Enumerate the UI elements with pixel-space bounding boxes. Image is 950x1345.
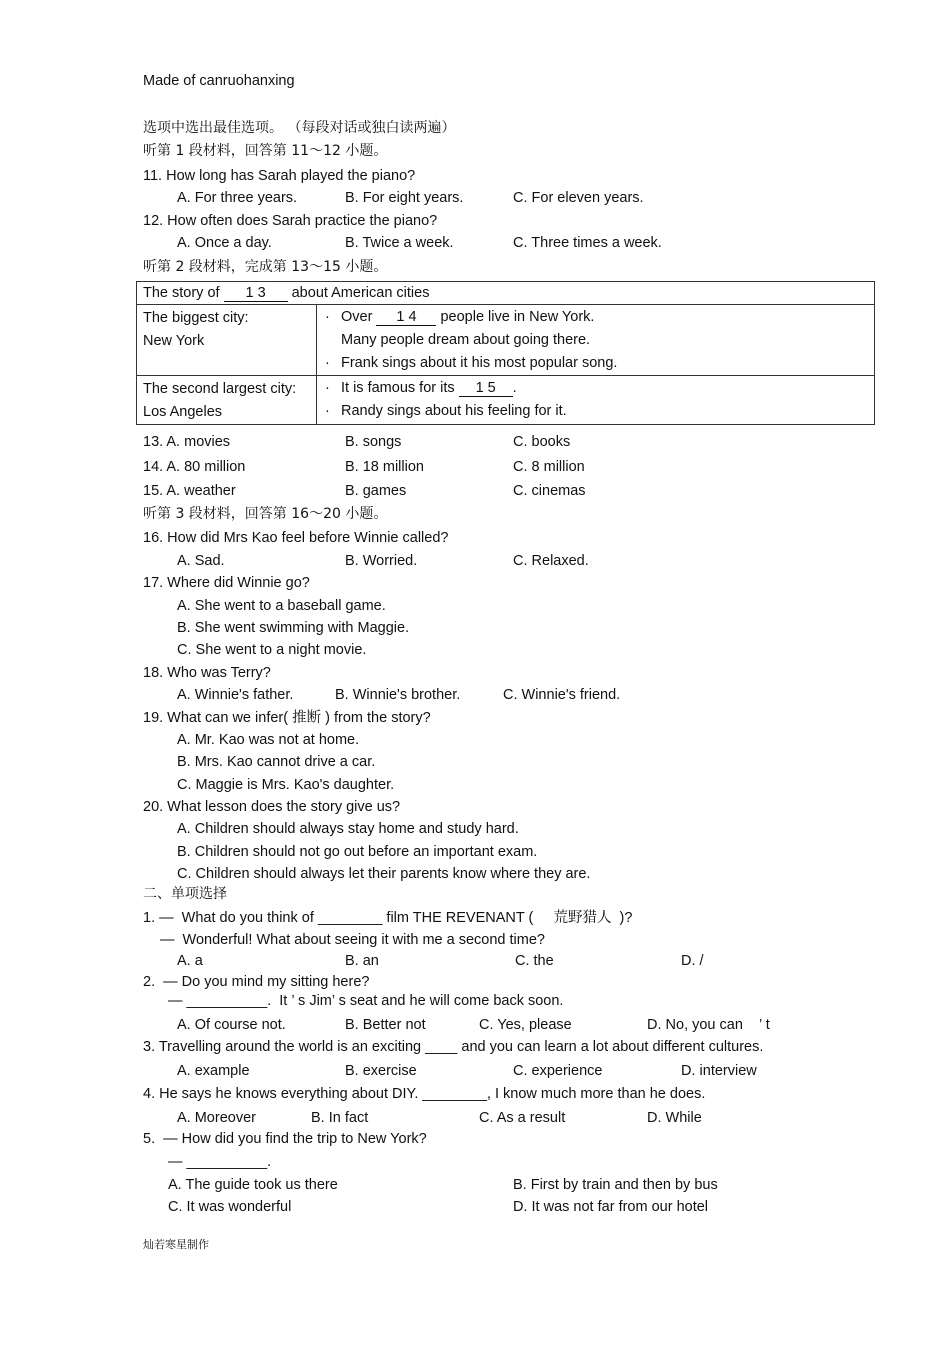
bullet: ·: [325, 380, 330, 396]
question-14-option-a: 14. A. 80 million: [143, 459, 246, 475]
row1-line1-before: Over: [341, 309, 377, 325]
question-19-stem: 19. What can we infer( 推断 ) from the story?: [143, 710, 431, 726]
question-12-stem: 12. How often does Sarah practice the piano?: [143, 213, 438, 229]
bullet: ·: [325, 355, 330, 371]
question-11-option-c: C. For eleven years.: [513, 190, 644, 206]
question-20-option-a: A. Children should always stay home and study hard.: [177, 821, 519, 837]
question-17-option-b: B. She went swimming with Maggie.: [177, 620, 410, 636]
mc-1-line2: — Wonderful! What about seeing it with me a second time?: [160, 932, 545, 948]
part3-intro: 听第 3 段材料，回答第 16～20 小题。: [143, 506, 388, 522]
mc-3-line1: 3. Travelling around the world is an exciting ____ and you can learn a lot about different cultures.: [143, 1039, 764, 1055]
section-instruction: 选项中选出最佳选项。 （每段对话或独白读两遍）: [143, 120, 456, 136]
row1-line2: Many people dream about going there.: [341, 332, 591, 348]
part2-intro: 听第 2 段材料，完成第 13～15 小题。: [143, 259, 388, 275]
bullet: ·: [325, 309, 330, 325]
question-20-option-c: C. Children should always let their parents know where they are.: [177, 866, 591, 882]
question-11-stem: 11. How long has Sarah played the piano?: [143, 168, 416, 184]
question-11-option-b: B. For eight years.: [345, 190, 464, 206]
question-16-stem: 16. How did Mrs Kao feel before Winnie called?: [143, 530, 449, 546]
mc-5-line1: 5. — How did you find the trip to New York?: [143, 1131, 427, 1147]
question-15-option-b: B. games: [345, 483, 407, 499]
section2-heading: 二、单项选择: [143, 886, 227, 902]
row1-line1-after: people live in New York.: [436, 309, 595, 325]
table-title-after: about American cities: [287, 285, 430, 301]
question-20-option-b: B. Children should not go out before an important exam.: [177, 844, 538, 860]
row2-line1-before: It is famous for its: [341, 380, 459, 396]
mc-4-option-b: B. In fact: [311, 1110, 369, 1126]
mc-2-option-a: A. Of course not.: [177, 1017, 286, 1033]
table-title-before: The story of: [143, 285, 224, 301]
question-19-option-b: B. Mrs. Kao cannot drive a car.: [177, 754, 376, 770]
question-17-option-a: A. She went to a baseball game.: [177, 598, 386, 614]
row2-line1-after: .: [512, 380, 517, 396]
row-biggest-city-details: [317, 305, 875, 376]
mc-4-option-a: A. Moreover: [177, 1110, 256, 1126]
row-second-city-details: [317, 376, 875, 425]
blank-13: 1 3: [224, 285, 288, 302]
question-17-stem: 17. Where did Winnie go?: [143, 575, 310, 591]
question-14-option-b: B. 18 million: [345, 459, 424, 475]
question-13-option-b: B. songs: [345, 434, 402, 450]
question-12-option-a: A. Once a day.: [177, 235, 272, 251]
page-header: Made of canruohanxing: [143, 73, 295, 89]
mc-5-option-b: B. First by train and then by bus: [513, 1177, 718, 1193]
row-second-city-label: [137, 376, 317, 425]
mc-4-line1: 4. He says he knows everything about DIY. ________, I know much more than he does.: [143, 1086, 706, 1102]
question-12-option-b: B. Twice a week.: [345, 235, 454, 251]
question-18-option-a: A. Winnie's father.: [177, 687, 294, 703]
page-footer: 灿若寒星制作: [143, 1238, 209, 1251]
question-15-option-c: C. cinemas: [513, 483, 586, 499]
question-18-option-b: B. Winnie's brother.: [335, 687, 461, 703]
mc-2-option-b: B. Better not: [345, 1017, 426, 1033]
biggest-city-label: The biggest city:: [143, 310, 249, 326]
mc-3-option-a: A. example: [177, 1063, 250, 1079]
question-13-option-a: 13. A. movies: [143, 434, 231, 450]
question-19-option-c: C. Maggie is Mrs. Kao's daughter.: [177, 777, 395, 793]
question-16-option-b: B. Worried.: [345, 553, 418, 569]
mc-5-option-c: C. It was wonderful: [168, 1199, 292, 1215]
row1-line3: Frank sings about it his most popular song.: [341, 355, 618, 371]
question-12-option-c: C. Three times a week.: [513, 235, 662, 251]
question-14-option-c: C. 8 million: [513, 459, 585, 475]
part1-intro: 听第 1 段材料，回答第 11～12 小题。: [143, 143, 388, 159]
table-title: [137, 282, 875, 305]
biggest-city-name: New York: [143, 333, 205, 349]
mc-2-option-c: C. Yes, please: [479, 1017, 572, 1033]
mc-3-option-c: C. experience: [513, 1063, 603, 1079]
mc-5-option-a: A. The guide took us there: [168, 1177, 338, 1193]
blank-14: 1 4: [376, 309, 436, 326]
bullet: ·: [325, 403, 330, 419]
question-13-option-c: C. books: [513, 434, 571, 450]
question-17-option-c: C. She went to a night movie.: [177, 642, 367, 658]
mc-3-option-b: B. exercise: [345, 1063, 417, 1079]
mc-2-line2: — __________. It ’ s Jim’ s seat and he will come back soon.: [168, 993, 564, 1009]
question-16-option-a: A. Sad.: [177, 553, 225, 569]
mc-5-option-d: D. It was not far from our hotel: [513, 1199, 709, 1215]
second-city-label: The second largest city:: [143, 381, 297, 397]
blank-15: 1 5: [459, 380, 513, 397]
question-18-option-c: C. Winnie's friend.: [503, 687, 621, 703]
mc-3-option-d: D. interview: [681, 1063, 757, 1079]
question-19-option-a: A. Mr. Kao was not at home.: [177, 732, 360, 748]
mc-4-option-c: C. As a result: [479, 1110, 566, 1126]
question-11-option-a: A. For three years.: [177, 190, 298, 206]
mc-1-option-a: A. a: [177, 953, 203, 969]
mc-4-option-d: D. While: [647, 1110, 702, 1126]
question-18-stem: 18. Who was Terry?: [143, 665, 271, 681]
mc-1-option-c: C. the: [515, 953, 554, 969]
mc-1-line1: 1. — What do you think of ________ film THE REVENANT ( 荒野猎人 )?: [143, 910, 633, 926]
mc-1-option-b: B. an: [345, 953, 379, 969]
mc-5-line2: — __________.: [168, 1154, 272, 1170]
cities-table: [136, 281, 875, 425]
question-20-stem: 20. What lesson does the story give us?: [143, 799, 401, 815]
second-city-name: Los Angeles: [143, 404, 223, 420]
question-16-option-c: C. Relaxed.: [513, 553, 589, 569]
row2-line2: Randy sings about his feeling for it.: [341, 403, 567, 419]
mc-2-option-d: D. No, you can ’ t: [647, 1017, 770, 1033]
question-15-option-a: 15. A. weather: [143, 483, 236, 499]
row-biggest-city-label: [137, 305, 317, 376]
mc-1-option-d: D. /: [681, 953, 704, 969]
mc-2-line1: 2. — Do you mind my sitting here?: [143, 974, 370, 990]
